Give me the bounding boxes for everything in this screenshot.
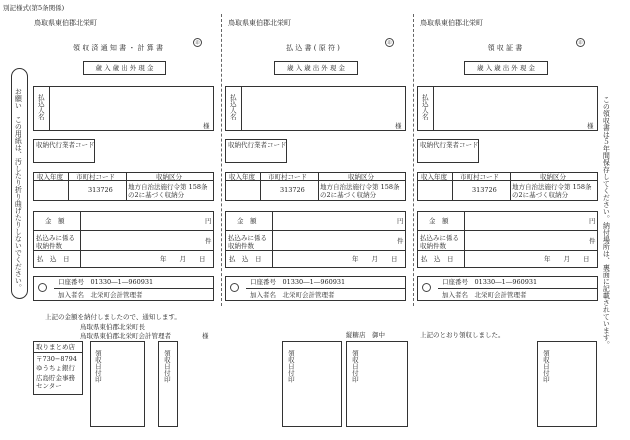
- category-value: 地方自治法施行令第 158条の2に基づく収納分: [128, 183, 208, 200]
- city-code-value: 313726: [88, 186, 113, 194]
- year-header: 収入年度: [421, 173, 447, 181]
- city-code-header: 市町村コード: [268, 173, 307, 181]
- year-header: 収入年度: [37, 173, 63, 181]
- payer-box: [33, 86, 214, 131]
- stamp-label: 領収日付印: [286, 350, 295, 383]
- account-holder: 加入者名 北栄町会計管理者: [58, 291, 143, 299]
- amount-label: 金 額: [237, 217, 257, 225]
- account-number: 口座番号 01330―1―960931: [250, 278, 346, 286]
- fund-type-box: 歳 入 歳 出 外 現 金: [464, 61, 548, 75]
- footer-notice: 上記の金額を納付しましたので、通知します。: [45, 313, 181, 321]
- receipt-note: 上記のとおり領収しました。: [420, 331, 505, 339]
- seal-icon: 印: [385, 38, 394, 47]
- addressee-sama: 様: [202, 332, 209, 340]
- right-margin-notice: この領収書は５年間保存してください。納付場所は、裏面に記載されています。: [602, 96, 611, 348]
- stamp-label: 領収日付印: [93, 350, 102, 383]
- form-number: 別記様式(第5条関係): [3, 4, 65, 12]
- amount-label: 金 額: [429, 217, 449, 225]
- city-code-header: 市町村コード: [460, 173, 499, 181]
- addressee-treasurer: 鳥取県東伯郡北栄町会計管理者: [80, 332, 171, 340]
- payer-box: [225, 86, 406, 131]
- category-header: 収納区分: [540, 173, 566, 181]
- count-label: 払込みに係る収納件数: [228, 234, 267, 251]
- fund-type-box: 歳 入 歳 出 外 現 金: [274, 61, 358, 75]
- fund-type-box: 歳 入 歳 出 外 現 金: [83, 61, 166, 75]
- pay-date-label: 払 込 日: [421, 255, 454, 263]
- city-code-header: 市町村コード: [76, 173, 115, 181]
- city-code-value: 313726: [472, 186, 497, 194]
- addressee-mayor: 鳥取県東伯郡北栄町長: [80, 323, 145, 331]
- stamp-label: 領収日付印: [350, 350, 359, 383]
- form-title: 領 収 証 書: [487, 44, 523, 52]
- collector-bank: ゆうちょ銀行: [36, 364, 75, 372]
- issuer: 鳥取県東伯郡北栄町: [34, 19, 97, 27]
- city-code-value: 313726: [280, 186, 305, 194]
- category-value: 地方自治法施行令第 158条の2に基づく収納分: [320, 183, 400, 200]
- account-number: 口座番号 01330―1―960931: [58, 278, 154, 286]
- agent-code-label: 収納代行業者コード: [36, 141, 95, 149]
- stamp-label: 領収日付印: [162, 350, 171, 383]
- pay-date-label: 払 込 日: [229, 255, 262, 263]
- account-holder: 加入者名 北栄町会計管理者: [442, 291, 527, 299]
- ledger-center: 縦糖店: [346, 331, 366, 339]
- bank-mark-icon: [38, 283, 47, 292]
- collector-title: 取りまとめ店: [36, 343, 75, 351]
- bank-mark-icon: [422, 283, 431, 292]
- amount-label: 金 額: [45, 217, 65, 225]
- payer-box: [417, 86, 598, 131]
- gochu-label: 御中: [372, 331, 385, 339]
- count-label: 払込みに係る収納件数: [420, 234, 459, 251]
- seal-icon: 印: [576, 38, 585, 47]
- agent-code-label: 収納代行業者コード: [420, 141, 479, 149]
- category-header: 収納区分: [156, 173, 182, 181]
- form-title: 払 込 書 ( 原 符 ): [286, 44, 340, 52]
- payer-label: 払込人名: [420, 94, 429, 120]
- category-header: 収納区分: [348, 173, 374, 181]
- column-separator: [413, 14, 414, 306]
- account-holder: 加入者名 北栄町会計管理者: [250, 291, 335, 299]
- collector-address: 〒730−8794: [36, 355, 77, 363]
- collector-center: 広島貯金事務センター: [36, 374, 75, 391]
- category-value: 地方自治法施行令第 158条の2に基づく収納分: [512, 183, 592, 200]
- stamp-label: 領収日付印: [541, 350, 550, 383]
- agent-code-label: 収納代行業者コード: [228, 141, 287, 149]
- pay-date-label: 払 込 日: [37, 255, 70, 263]
- bank-mark-icon: [230, 283, 239, 292]
- year-header: 収入年度: [229, 173, 255, 181]
- account-number: 口座番号 01330―1―960931: [442, 278, 538, 286]
- payer-label: 払込人名: [36, 94, 45, 120]
- count-label: 払込みに係る収納件数: [36, 234, 75, 251]
- form-title: 領 収 済 通 知 書 ・ 計 算 書: [72, 44, 164, 52]
- issuer: 鳥取県東伯郡北栄町: [228, 19, 291, 27]
- seal-icon: 印: [193, 38, 202, 47]
- payer-label: 払込人名: [228, 94, 237, 120]
- left-margin-notice: お願い この用紙は、汚したり折り曲げたりしないでください。: [14, 88, 23, 291]
- column-separator: [221, 14, 222, 306]
- issuer: 鳥取県東伯郡北栄町: [420, 19, 483, 27]
